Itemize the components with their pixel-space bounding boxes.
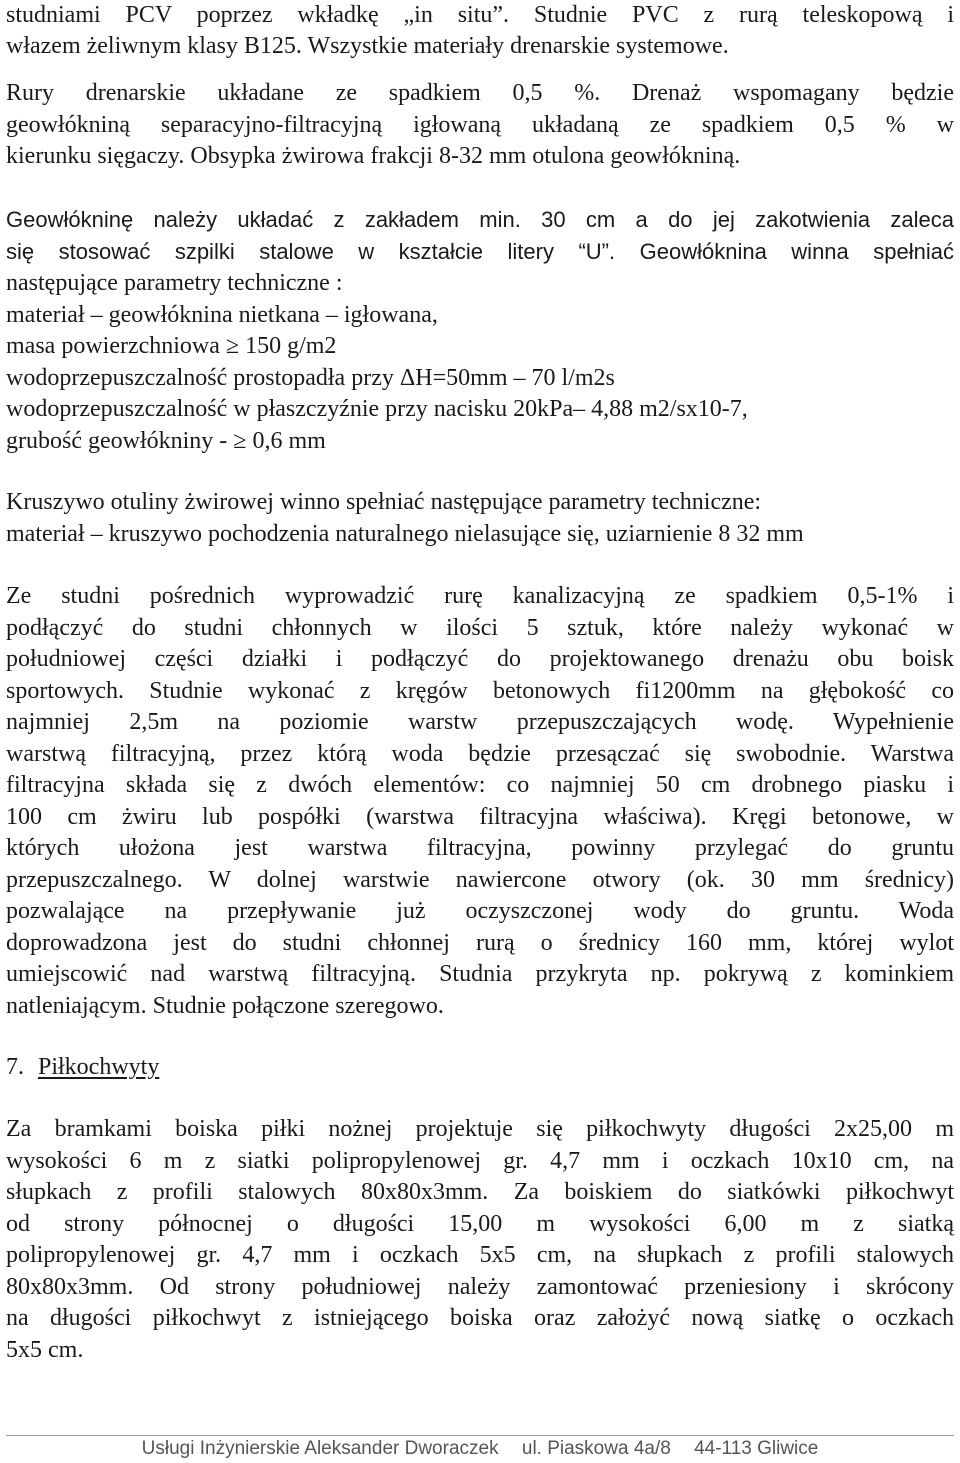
- text-line: kierunku sięgaczy. Obsypka żwirowa frakcji 8-32 mm otulona geowłókniną.: [6, 143, 741, 169]
- text-line: Geowłókninę należy układać z zakładem min. 30 cm a do jej zakotwienia zaleca: [6, 207, 954, 232]
- text-line: najmniej 2,5m na poziomie warstw przepuszczających wodę. Wypełnienie: [6, 709, 954, 735]
- text-line: słupkach z profili stalowych 80x80x3mm. Za boiskiem do siatkówki piłkochwyt: [6, 1179, 954, 1205]
- page-footer: [0, 1438, 960, 1460]
- text-line: grubość geowłókniny - ≥ 0,6 mm: [6, 428, 326, 454]
- text-line: się stosować szpilki stalowe w kształcie litery “U”. Geowłóknina winna spełniać: [6, 239, 954, 264]
- text-line: natleniającym. Studnie połączone szeregowo.: [6, 993, 444, 1019]
- text-line: wysokości 6 m z siatki polipropylenowej gr. 4,7 mm i oczkach 10x10 cm, na: [6, 1148, 954, 1174]
- footer-company: Usługi Inżynierskie Aleksander Dworaczek: [141, 1438, 499, 1459]
- text-line: doprowadzona jest do studni chłonnej rurą o średnicy 160 mm, której wylot: [6, 930, 954, 956]
- text-line: 5x5 cm.: [6, 1337, 84, 1363]
- text-line: Rury drenarskie układane ze spadkiem 0,5 %. Drenaż wspomagany będzie: [6, 80, 954, 106]
- text-line: wodoprzepuszczalność prostopadła przy ΔH=50mm – 70 l/m2s: [6, 365, 615, 391]
- text-line: polipropylenowej gr. 4,7 mm i oczkach 5x5 cm, na słupkach z profili stalowych: [6, 1242, 954, 1268]
- text-line: masa powierzchniowa ≥ 150 g/m2: [6, 333, 337, 359]
- text-line: przepuszczalnego. W dolnej warstwie nawiercone otwory (ok. 30 mm średnicy): [6, 867, 954, 893]
- text-line: geowłókniną separacyjno-filtracyjną igłowaną układaną ze spadkiem 0,5 % w: [6, 112, 954, 138]
- footer-postal: 44-113 Gliwice: [694, 1438, 819, 1459]
- text-line: pozwalające na przepływanie już oczyszczonej wody do gruntu. Woda: [6, 898, 954, 924]
- text-line: 100 cm żwiru lub pospółki (warstwa filtracyjna właściwa). Kręgi betonowe, w: [6, 804, 954, 830]
- text-line: Ze studni pośrednich wyprowadzić rurę kanalizacyjną ze spadkiem 0,5-1% i: [6, 583, 954, 609]
- text-line: studniami PCV poprzez wkładkę „in situ”. Studnie PVC z rurą teleskopową i: [6, 2, 954, 28]
- text-line: materiał – kruszywo pochodzenia naturalnego nielasujące się, uziarnienie 8 32 mm: [6, 521, 804, 547]
- text-line: włazem żeliwnym klasy B125. Wszystkie materiały drenarskie systemowe.: [6, 33, 729, 59]
- text-line: filtracyjna składa się z dwóch elementów: co najmniej 50 cm drobnego piasku i: [6, 772, 954, 798]
- text-line: na długości piłkochwyt z istniejącego boiska oraz założyć nową siatkę o oczkach: [6, 1305, 954, 1331]
- text-line: których ułożona jest warstwa filtracyjna, powinny przylegać do gruntu: [6, 835, 954, 861]
- text-line: sportowych. Studnie wykonać z kręgów betonowych fi1200mm na głębokość co: [6, 678, 954, 704]
- text-line: następujące parametry techniczne :: [6, 270, 343, 296]
- text-line: południowej części działki i podłączyć do projektowanego drenażu obu boisk: [6, 646, 954, 672]
- text-line: Za bramkami boiska piłki nożnej projektuje się piłkochwyty długości 2x25,00 m: [6, 1116, 954, 1142]
- section-number: 7.: [6, 1054, 24, 1080]
- section-heading: [6, 1052, 954, 1083]
- text-line: podłączyć do studni chłonnych w ilości 5 sztuk, które należy wykonać w: [6, 615, 954, 641]
- text-line: 80x80x3mm. Od strony południowej należy zamontować przeniesiony i skrócony: [6, 1274, 954, 1300]
- text-line: od strony północnej o długości 15,00 m wysokości 6,00 m z siatką: [6, 1211, 954, 1237]
- text-line: wodoprzepuszczalność w płaszczyźnie przy nacisku 20kPa– 4,88 m2/sx10-7,: [6, 396, 748, 422]
- text-line: umiejscowić nad warstwą filtracyjną. Studnia przykryta np. pokrywą z kominkiem: [6, 961, 954, 987]
- text-line: warstwą filtracyjną, przez którą woda będzie przesączać się swobodnie. Warstwa: [6, 741, 954, 767]
- footer-address: ul. Piaskowa 4a/8: [521, 1438, 671, 1459]
- text-line: materiał – geowłóknina nietkana – igłowana,: [6, 302, 438, 328]
- section-title: Piłkochwyty: [38, 1054, 160, 1080]
- text-line: Kruszywo otuliny żwirowej winno spełniać następujące parametry techniczne:: [6, 489, 762, 515]
- footer-divider: [6, 1435, 954, 1436]
